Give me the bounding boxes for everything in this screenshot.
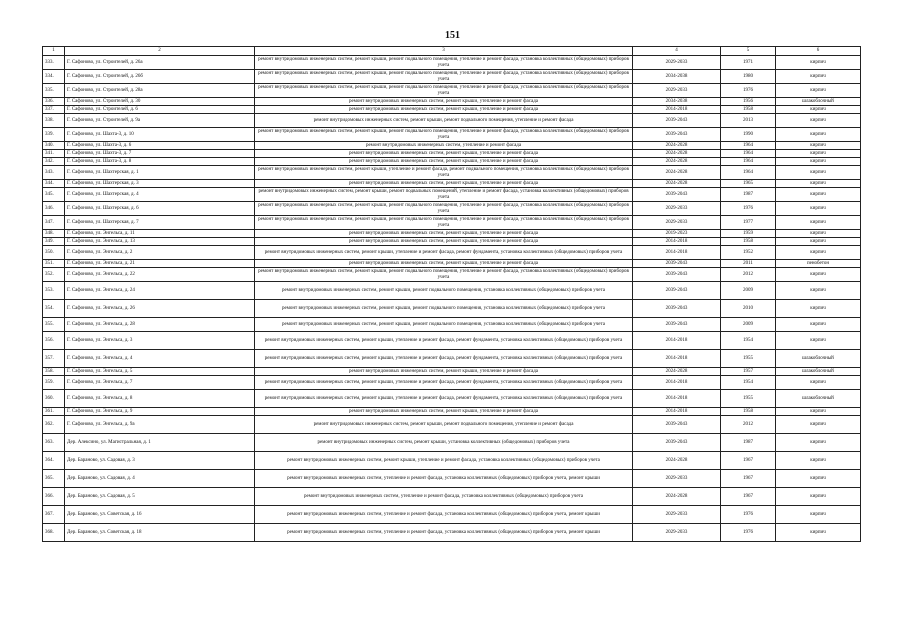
table-row xyxy=(43,166,861,180)
column-header-3: 3 xyxy=(255,47,633,56)
address-cell: Дер. Бараново, ул. Садовая, д. 5 xyxy=(65,488,255,506)
works-cell: ремонт внутридомовых инженерных систем, утепление и ремонт фасада, установка коллективных (общедомовых) приборов учета xyxy=(255,488,633,506)
address-cell: Г. Сафоново, ул. Энгельса, д. 8 xyxy=(65,390,255,408)
works-cell: ремонт внутридомовых инженерных систем, ремонт крыши, ремонт подвального помещения, утепление и ремонт фасада xyxy=(255,416,633,434)
works-cell: ремонт внутридомовых инженерных систем, утепление и ремонт фасада, установка коллективных (общедомовых) приборов учета, ремонт крыши xyxy=(255,506,633,524)
works-cell: ремонт внутридомовых инженерных систем, ремонт крыши, утепление и ремонт фасада, ремонт фундамента, установка коллективных (общедомовых) приборов учета xyxy=(255,350,633,368)
row-number: 349. xyxy=(43,238,65,246)
address-cell: Дер. Бараново, ул. Советская, д. 16 xyxy=(65,506,255,524)
year-cell: 2009 xyxy=(721,318,776,332)
register-table xyxy=(42,46,861,542)
works-cell: ремонт внутридомовых инженерных систем, ремонт крыши, ремонт подвального помещения, утепление и ремонт фасада, установка коллективных (общедомовых) приборов учета xyxy=(255,56,633,70)
works-cell: ремонт внутридомовых инженерных систем, ремонт крыши, ремонт подвального помещения, утепление и ремонт фасада, установка коллективных (общедомовых) приборов учета xyxy=(255,216,633,230)
table-row xyxy=(43,142,861,150)
year-cell: 1957 xyxy=(721,368,776,376)
wall-material-cell: кирпич xyxy=(776,188,861,202)
year-cell: 1964 xyxy=(721,142,776,150)
period-cell: 2014-2018 xyxy=(633,350,721,368)
period-cell: 2039-2043 xyxy=(633,416,721,434)
works-cell: ремонт внутридомовых инженерных систем, ремонт крыши, ремонт подвального помещения, утепление и ремонт фасада, установка коллективных (общедомовых) приборов учета xyxy=(255,84,633,98)
row-number: 348. xyxy=(43,230,65,238)
row-number: 360. xyxy=(43,390,65,408)
wall-material-cell: кирпич xyxy=(776,332,861,350)
row-number: 346. xyxy=(43,202,65,216)
wall-material-cell: кирпич xyxy=(776,202,861,216)
table-row xyxy=(43,434,861,452)
column-header-4: 4 xyxy=(633,47,721,56)
wall-material-cell: кирпич xyxy=(776,376,861,390)
table-row xyxy=(43,230,861,238)
row-number: 356. xyxy=(43,332,65,350)
wall-material-cell: кирпич xyxy=(776,408,861,416)
works-cell: ремонт внутридомовых инженерных систем, ремонт крыши, ремонт подвального помещения, установка коллективных (общедомовых) приборов учета xyxy=(255,282,633,300)
works-cell: ремонт внутридомовых инженерных систем, ремонт крыши, утепление и ремонт фасада xyxy=(255,260,633,268)
row-number: 334. xyxy=(43,70,65,84)
works-cell: ремонт внутридомовых инженерных систем, ремонт крыши, ремонт подвального помещения, утепление и ремонт фасада, установка коллективных (общедомовых) приборов учета xyxy=(255,70,633,84)
wall-material-cell: кирпич xyxy=(776,300,861,318)
column-header-5: 5 xyxy=(721,47,776,56)
table-row xyxy=(43,452,861,470)
address-cell: Дер. Бараново, ул. Садовая, д. 4 xyxy=(65,470,255,488)
wall-material-cell: кирпич xyxy=(776,180,861,188)
year-cell: 1990 xyxy=(721,128,776,142)
works-cell: ремонт внутридомовых инженерных систем, ремонт крыши, ремонт подвального помещения, утепление и ремонт фасада, установка коллективных (общедомовых) приборов учета xyxy=(255,128,633,142)
works-cell: ремонт внутридомовых инженерных систем, ремонт крыши, утепление и ремонт фасада xyxy=(255,368,633,376)
row-number: 345. xyxy=(43,188,65,202)
works-cell: ремонт внутридомовых инженерных систем, ремонт крыши, утепление и ремонт фасада xyxy=(255,106,633,114)
table-row xyxy=(43,332,861,350)
row-number: 352. xyxy=(43,268,65,282)
table-header xyxy=(43,47,861,56)
period-cell: 2029-2033 xyxy=(633,56,721,70)
column-number-row xyxy=(43,47,861,56)
column-header-6: 6 xyxy=(776,47,861,56)
wall-material-cell: пенобетон xyxy=(776,260,861,268)
row-number: 359. xyxy=(43,376,65,390)
works-cell: ремонт внутридомовых инженерных систем, ремонт крыши, утепление и ремонт фасада xyxy=(255,150,633,158)
period-cell: 2024-2028 xyxy=(633,150,721,158)
row-number: 362. xyxy=(43,416,65,434)
address-cell: Г. Сафоново, ул. Строителей, д. 26б xyxy=(65,70,255,84)
table-row xyxy=(43,128,861,142)
row-number: 341. xyxy=(43,150,65,158)
row-number: 342. xyxy=(43,158,65,166)
table-row xyxy=(43,506,861,524)
table-row xyxy=(43,524,861,542)
address-cell: Г. Сафоново, ул. Энгельса, д. 4 xyxy=(65,350,255,368)
period-cell: 2014-2018 xyxy=(633,332,721,350)
works-cell: ремонт внутридомовых инженерных систем, ремонт крыши, ремонт подвального помещения, утепление и ремонт фасада, установка коллективных (общедомовых) приборов учета xyxy=(255,202,633,216)
table-row xyxy=(43,202,861,216)
row-number: 333. xyxy=(43,56,65,70)
column-header-1: 1 xyxy=(43,47,65,56)
wall-material-cell: кирпич xyxy=(776,150,861,158)
year-cell: 2012 xyxy=(721,268,776,282)
row-number: 367. xyxy=(43,506,65,524)
year-cell: 1971 xyxy=(721,56,776,70)
year-cell: 2013 xyxy=(721,114,776,128)
page-number: 151 xyxy=(445,30,460,41)
year-cell: 1967 xyxy=(721,452,776,470)
table-row xyxy=(43,114,861,128)
address-cell: Г. Сафоново, ул. Энгельса, д. 9 xyxy=(65,408,255,416)
row-number: 340. xyxy=(43,142,65,150)
wall-material-cell: шлакоблочный xyxy=(776,98,861,106)
year-cell: 2009 xyxy=(721,282,776,300)
table-row xyxy=(43,98,861,106)
wall-material-cell: шлакоблочный xyxy=(776,368,861,376)
row-number: 357. xyxy=(43,350,65,368)
year-cell: 1987 xyxy=(721,188,776,202)
wall-material-cell: кирпич xyxy=(776,84,861,98)
period-cell: 2014-2018 xyxy=(633,238,721,246)
period-cell: 2024-2028 xyxy=(633,488,721,506)
wall-material-cell: кирпич xyxy=(776,114,861,128)
address-cell: Г. Сафоново, ул. Энгельса, д. 28 xyxy=(65,318,255,332)
address-cell: Г. Сафоново, ул. Энгельса, д. 7 xyxy=(65,376,255,390)
row-number: 344. xyxy=(43,180,65,188)
year-cell: 2012 xyxy=(721,416,776,434)
row-number: 354. xyxy=(43,300,65,318)
address-cell: Дер. Алексино, ул. Магистральная, д. 1 xyxy=(65,434,255,452)
wall-material-cell: кирпич xyxy=(776,282,861,300)
address-cell: Г. Сафоново, ул. Энгельса, д. 11 xyxy=(65,230,255,238)
address-cell: Дер. Бараново, ул. Советская, д. 18 xyxy=(65,524,255,542)
row-number: 350. xyxy=(43,246,65,260)
period-cell: 2029-2033 xyxy=(633,470,721,488)
address-cell: Г. Сафоново, ул. Шахта-3, д. 10 xyxy=(65,128,255,142)
wall-material-cell: кирпич xyxy=(776,470,861,488)
wall-material-cell: кирпич xyxy=(776,246,861,260)
row-number: 338. xyxy=(43,114,65,128)
period-cell: 2039-2043 xyxy=(633,188,721,202)
works-cell: ремонт внутридомовых инженерных систем, утепление и ремонт фасада xyxy=(255,142,633,150)
address-cell: Г. Сафоново, ул. Шахтерская, д. 1 xyxy=(65,166,255,180)
wall-material-cell: кирпич xyxy=(776,452,861,470)
row-number: 368. xyxy=(43,524,65,542)
period-cell: 2014-2018 xyxy=(633,376,721,390)
year-cell: 1976 xyxy=(721,506,776,524)
period-cell: 2039-2043 xyxy=(633,434,721,452)
column-header-2: 2 xyxy=(65,47,255,56)
address-cell: Г. Сафоново, ул. Энгельса, д. 22 xyxy=(65,268,255,282)
row-number: 361. xyxy=(43,408,65,416)
period-cell: 2039-2043 xyxy=(633,300,721,318)
address-cell: Г. Сафоново, ул. Строителей, д. 6 xyxy=(65,106,255,114)
row-number: 358. xyxy=(43,368,65,376)
period-cell: 2024-2028 xyxy=(633,166,721,180)
wall-material-cell: кирпич xyxy=(776,506,861,524)
year-cell: 1967 xyxy=(721,488,776,506)
wall-material-cell: кирпич xyxy=(776,106,861,114)
period-cell: 2014-2018 xyxy=(633,390,721,408)
year-cell: 1965 xyxy=(721,180,776,188)
wall-material-cell: кирпич xyxy=(776,142,861,150)
year-cell: 1954 xyxy=(721,376,776,390)
works-cell: ремонт внутридомовых инженерных систем, ремонт крыши, утепление и ремонт фасада, ремонт фундамента, установка коллективных (общедомовых) приборов учета xyxy=(255,390,633,408)
row-number: 337. xyxy=(43,106,65,114)
table-row xyxy=(43,376,861,390)
address-cell: Г. Сафоново, ул. Энгельса, д. 5 xyxy=(65,368,255,376)
address-cell: Г. Сафоново, ул. Строителей, д. 30 xyxy=(65,98,255,106)
address-cell: Г. Сафоново, ул. Шахтерская, д. 4 xyxy=(65,188,255,202)
works-cell: ремонт внутридомовых инженерных систем, ремонт крыши, утепление и ремонт фасада xyxy=(255,158,633,166)
year-cell: 1955 xyxy=(721,390,776,408)
year-cell: 1967 xyxy=(721,470,776,488)
table-row xyxy=(43,300,861,318)
table-row xyxy=(43,260,861,268)
period-cell: 2014-2018 xyxy=(633,408,721,416)
period-cell: 2029-2033 xyxy=(633,216,721,230)
year-cell: 1959 xyxy=(721,230,776,238)
works-cell: ремонт внутридомовых инженерных систем, ремонт крыши, утепление и ремонт фасада xyxy=(255,98,633,106)
table-row xyxy=(43,408,861,416)
year-cell: 1964 xyxy=(721,158,776,166)
wall-material-cell: кирпич xyxy=(776,488,861,506)
period-cell: 2039-2043 xyxy=(633,268,721,282)
works-cell: ремонт внутридомовых инженерных систем, ремонт крыши, утепление и ремонт фасада, ремонт фундамента, установка коллективных (общедомовых) приборов учета xyxy=(255,332,633,350)
table-row xyxy=(43,188,861,202)
period-cell: 2014-2018 xyxy=(633,246,721,260)
table-row xyxy=(43,238,861,246)
works-cell: ремонт внутридомовых инженерных систем, ремонт крыши, утепление и ремонт фасада, ремонт подвального помещения, установка коллективных (общедомовых) приборов учета xyxy=(255,166,633,180)
address-cell: Дер. Бараново, ул. Садовая, д. 3 xyxy=(65,452,255,470)
row-number: 339. xyxy=(43,128,65,142)
works-cell: ремонт внутридомовых инженерных систем, ремонт крыши, ремонт подвального помещения, утепление и ремонт фасада xyxy=(255,114,633,128)
address-cell: Г. Сафоново, ул. Строителей, д. 26а xyxy=(65,56,255,70)
row-number: 366. xyxy=(43,488,65,506)
wall-material-cell: кирпич xyxy=(776,524,861,542)
address-cell: Г. Сафоново, ул. Шахта-3, д. 8 xyxy=(65,158,255,166)
period-cell: 2024-2028 xyxy=(633,180,721,188)
address-cell: Г. Сафоново, ул. Энгельса, д. 21 xyxy=(65,260,255,268)
wall-material-cell: кирпич xyxy=(776,416,861,434)
year-cell: 1956 xyxy=(721,98,776,106)
works-cell: ремонт внутридомовых инженерных систем, утепление и ремонт фасада, установка коллективных (общедомовых) приборов учета, ремонт крыши xyxy=(255,524,633,542)
works-cell: ремонт внутридомовых инженерных систем, ремонт крыши, утепление и ремонт фасада, установка коллективных (общедомовых) приборов учета xyxy=(255,452,633,470)
address-cell: Г. Сафоново, ул. Строителей, д. 9а xyxy=(65,114,255,128)
table-row xyxy=(43,216,861,230)
year-cell: 1976 xyxy=(721,524,776,542)
wall-material-cell: кирпич xyxy=(776,230,861,238)
address-cell: Г. Сафоново, ул. Шахтерская, д. 7 xyxy=(65,216,255,230)
year-cell: 1964 xyxy=(721,166,776,180)
year-cell: 1958 xyxy=(721,106,776,114)
row-number: 351. xyxy=(43,260,65,268)
works-cell: ремонт внутридомовых инженерных систем, ремонт крыши, утепление и ремонт фасада xyxy=(255,238,633,246)
year-cell: 1976 xyxy=(721,84,776,98)
period-cell: 2039-2043 xyxy=(633,282,721,300)
works-cell: ремонт внутридомовых инженерных систем, ремонт крыши, ремонт подвального помещения, утепление и ремонт фасада, установка коллективных (общедомовых) приборов учета xyxy=(255,268,633,282)
row-number: 363. xyxy=(43,434,65,452)
table-row xyxy=(43,180,861,188)
period-cell: 2029-2033 xyxy=(633,506,721,524)
period-cell: 2024-2028 xyxy=(633,368,721,376)
year-cell: 1977 xyxy=(721,216,776,230)
period-cell: 2039-2043 xyxy=(633,128,721,142)
row-number: 353. xyxy=(43,282,65,300)
year-cell: 2011 xyxy=(721,260,776,268)
address-cell: Г. Сафоново, ул. Энгельса, д. 3 xyxy=(65,332,255,350)
address-cell: Г. Сафоново, ул. Шахтерская, д. 6 xyxy=(65,202,255,216)
address-cell: Г. Сафоново, ул. Строителей, д. 28а xyxy=(65,84,255,98)
works-cell: ремонт внутридомовых инженерных систем, ремонт крыши, ремонт подвального помещения, установка коллективных (общедомовых) приборов учета xyxy=(255,318,633,332)
table-row xyxy=(43,150,861,158)
wall-material-cell: кирпич xyxy=(776,128,861,142)
year-cell: 1987 xyxy=(721,434,776,452)
year-cell: 1958 xyxy=(721,408,776,416)
period-cell: 2039-2043 xyxy=(633,114,721,128)
table-row xyxy=(43,470,861,488)
table-row xyxy=(43,56,861,70)
address-cell: Г. Сафоново, ул. Шахта-3, д. 6 xyxy=(65,142,255,150)
period-cell: 2019-2023 xyxy=(633,230,721,238)
period-cell: 2034-2038 xyxy=(633,98,721,106)
row-number: 335. xyxy=(43,84,65,98)
wall-material-cell: кирпич xyxy=(776,56,861,70)
works-cell: ремонт внутридомовых инженерных систем, ремонт крыши, утепление и ремонт фасада, ремонт фундамента, установка коллективных (общедомовых) приборов учета xyxy=(255,376,633,390)
row-number: 365. xyxy=(43,470,65,488)
table-row xyxy=(43,488,861,506)
works-cell: ремонт внутридомовых инженерных систем, ремонт крыши, ремонт подвального помещения, установка коллективных (общедомовых) приборов учета xyxy=(255,300,633,318)
year-cell: 1976 xyxy=(721,202,776,216)
address-cell: Г. Сафоново, ул. Энгельса, д. 13 xyxy=(65,238,255,246)
period-cell: 2024-2028 xyxy=(633,142,721,150)
table-row xyxy=(43,70,861,84)
wall-material-cell: кирпич xyxy=(776,268,861,282)
year-cell: 1964 xyxy=(721,150,776,158)
wall-material-cell: кирпич xyxy=(776,318,861,332)
address-cell: Г. Сафоново, ул. Энгельса, д. 2 xyxy=(65,246,255,260)
address-cell: Г. Сафоново, ул. Энгельса, д. 24 xyxy=(65,282,255,300)
table-row xyxy=(43,350,861,368)
period-cell: 2029-2033 xyxy=(633,524,721,542)
wall-material-cell: кирпич xyxy=(776,158,861,166)
year-cell: 1955 xyxy=(721,350,776,368)
row-number: 364. xyxy=(43,452,65,470)
year-cell: 2010 xyxy=(721,300,776,318)
table-row xyxy=(43,282,861,300)
table-row xyxy=(43,390,861,408)
row-number: 355. xyxy=(43,318,65,332)
row-number: 343. xyxy=(43,166,65,180)
year-cell: 1958 xyxy=(721,238,776,246)
works-cell: ремонт внутридомовых инженерных систем, ремонт крыши, утепление и ремонт фасада xyxy=(255,408,633,416)
period-cell: 2014-2018 xyxy=(633,106,721,114)
table-row xyxy=(43,84,861,98)
table-row xyxy=(43,368,861,376)
wall-material-cell: кирпич xyxy=(776,70,861,84)
period-cell: 2029-2033 xyxy=(633,84,721,98)
works-cell: ремонт внутридомовых инженерных систем, ремонт крыши, утепление и ремонт фасада, ремонт фундамента, установка коллективных (общедомовых) приборов учета xyxy=(255,246,633,260)
wall-material-cell: кирпич xyxy=(776,216,861,230)
wall-material-cell: кирпич xyxy=(776,166,861,180)
works-cell: ремонт внутридомовых инженерных систем, ремонт крыши, утепление и ремонт фасада xyxy=(255,180,633,188)
year-cell: 1952 xyxy=(721,246,776,260)
period-cell: 2024-2028 xyxy=(633,452,721,470)
address-cell: Г. Сафоново, ул. Энгельса, д. 26 xyxy=(65,300,255,318)
wall-material-cell: шлакоблочный xyxy=(776,350,861,368)
table-row xyxy=(43,268,861,282)
address-cell: Г. Сафоново, ул. Энгельса, д. 9а xyxy=(65,416,255,434)
wall-material-cell: шлакоблочный xyxy=(776,390,861,408)
period-cell: 2029-2033 xyxy=(633,202,721,216)
year-cell: 1954 xyxy=(721,332,776,350)
table-row xyxy=(43,106,861,114)
period-cell: 2039-2043 xyxy=(633,318,721,332)
table-row xyxy=(43,416,861,434)
address-cell: Г. Сафоново, ул. Шахтерская, д. 3 xyxy=(65,180,255,188)
address-cell: Г. Сафоново, ул. Шахта-3, д. 7 xyxy=(65,150,255,158)
period-cell: 2024-2028 xyxy=(633,158,721,166)
row-number: 336. xyxy=(43,98,65,106)
works-cell: ремонт внутридомовых инженерных систем, утепление и ремонт фасада, установка коллективных (общедомовых) приборов учета, ремонт крыши xyxy=(255,470,633,488)
table-body xyxy=(43,56,861,542)
table-row xyxy=(43,246,861,260)
table-row xyxy=(43,158,861,166)
works-cell: ремонт внутридомовых инженерных систем, ремонт крыши, установка коллективных (общедомовых) приборов учета xyxy=(255,434,633,452)
period-cell: 2039-2043 xyxy=(633,260,721,268)
row-number: 347. xyxy=(43,216,65,230)
wall-material-cell: кирпич xyxy=(776,434,861,452)
period-cell: 2034-2038 xyxy=(633,70,721,84)
year-cell: 1980 xyxy=(721,70,776,84)
wall-material-cell: кирпич xyxy=(776,238,861,246)
works-cell: ремонт внутридомовых инженерных систем, ремонт крыши, утепление и ремонт фасада xyxy=(255,230,633,238)
works-cell: ремонт внутридомовых инженерных систем, ремонт крыши, ремонт подвальных помещений, утепление и ремонт фасада, установка коллективных (общедомовых) приборов учета xyxy=(255,188,633,202)
table-row xyxy=(43,318,861,332)
